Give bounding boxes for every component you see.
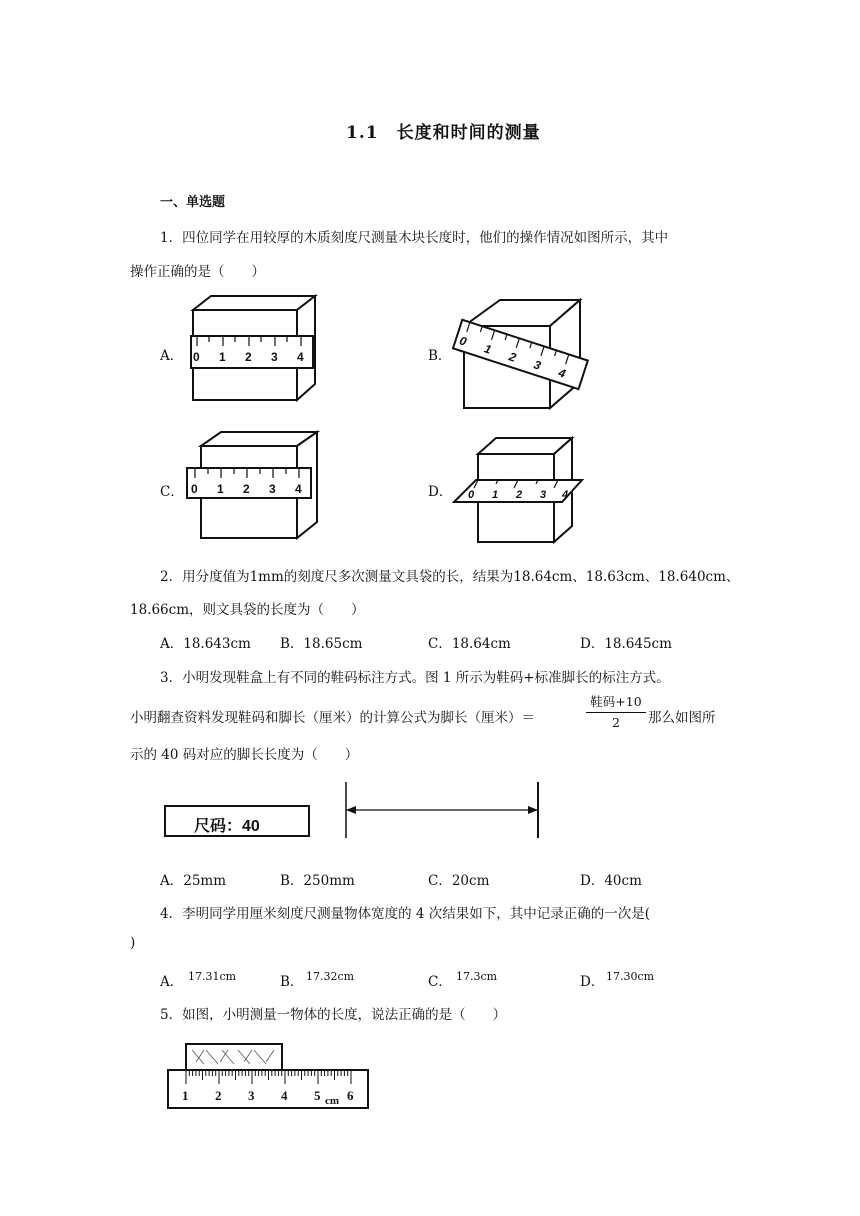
q5-stem-line1: 5．如图，小明测量一物体的长度，说法正确的是（ ） bbox=[160, 1007, 507, 1023]
q1-figure-b bbox=[452, 296, 592, 414]
q1-stem-line1: 1．四位同学在用较厚的木质刻度尺测量木块长度时，他们的操作情况如图所示，其中 bbox=[160, 230, 669, 246]
q3-stem-line2a: 小明翻查资料发现鞋码和脚长（厘米）的计算公式为脚长（厘米）＝ bbox=[130, 710, 535, 726]
q2-option-b[interactable]: B．18.65cm bbox=[280, 636, 363, 652]
ruler-c-tick-4: 4 bbox=[295, 482, 302, 496]
q4-option-c-value[interactable]: 17.3cm bbox=[456, 970, 498, 983]
q1-option-a-label[interactable]: A． bbox=[160, 348, 184, 364]
ruler-b-tick-0: 0 bbox=[457, 333, 469, 349]
ruler-a-tick-3: 3 bbox=[271, 350, 278, 364]
q4-option-a-letter[interactable]: A． bbox=[160, 974, 184, 990]
ruler-b-tick-2: 2 bbox=[507, 349, 518, 365]
ruler-c-tick-2: 2 bbox=[243, 482, 250, 496]
q2-option-c[interactable]: C．18.64cm bbox=[428, 636, 511, 652]
q1-option-d-label[interactable]: D． bbox=[428, 484, 453, 500]
q5-ruler-number-3: 3 bbox=[248, 1088, 255, 1103]
ruler-d-tick-0: 0 bbox=[468, 489, 475, 501]
q2-stem-line1: 2．用分度值为1mm的刻度尺多次测量文具袋的长，结果为18.64cm、18.63cm、18.640cm、 bbox=[160, 569, 740, 585]
q3-option-b[interactable]: B．250mm bbox=[280, 873, 355, 889]
q4-option-b-letter[interactable]: B． bbox=[280, 974, 304, 990]
ruler-c-tick-1: 1 bbox=[217, 482, 224, 496]
q4-option-d-letter[interactable]: D． bbox=[580, 974, 605, 990]
q3-fraction-numerator: 鞋码+10 bbox=[590, 694, 642, 709]
ruler-b-tick-1: 1 bbox=[482, 341, 494, 357]
ruler-a-tick-1: 1 bbox=[219, 350, 226, 364]
q4-option-c-letter[interactable]: C． bbox=[428, 974, 452, 990]
q3-option-a[interactable]: A．25mm bbox=[160, 873, 227, 889]
q1-figure-a bbox=[185, 292, 325, 410]
q2-stem-line2: 18.66cm，则文具袋的长度为（ ） bbox=[130, 602, 365, 618]
ruler-d-tick-3: 3 bbox=[540, 489, 547, 501]
q3-stem-line1: 3．小明发现鞋盒上有不同的鞋码标注方式。图 1 所示为鞋码+标准脚长的标注方式。 bbox=[160, 670, 670, 686]
ruler-a-tick-0: 0 bbox=[193, 350, 200, 364]
q3-fraction-bar bbox=[586, 712, 646, 713]
q1-option-c-label[interactable]: C． bbox=[160, 484, 184, 500]
q5-ruler-number-4: 4 bbox=[281, 1088, 288, 1103]
q3-fraction-denominator: 2 bbox=[612, 715, 620, 730]
ruler-d-tick-4: 4 bbox=[562, 489, 569, 501]
q5-ruler-figure bbox=[166, 1042, 372, 1112]
q4-stem-line2: ) bbox=[130, 935, 136, 951]
q5-ruler-number-2: 2 bbox=[215, 1088, 222, 1103]
q3-fraction bbox=[586, 692, 646, 730]
ruler-a-tick-4: 4 bbox=[297, 350, 304, 364]
ruler-a-tick-2: 2 bbox=[245, 350, 252, 364]
q3-size-label: 尺码：40 bbox=[194, 818, 260, 835]
q2-option-d[interactable]: D．18.645cm bbox=[580, 636, 672, 652]
q2-option-a[interactable]: A．18.643cm bbox=[160, 636, 251, 652]
q3-option-c[interactable]: C．20cm bbox=[428, 873, 490, 889]
q3-stem-line3: 示的 40 码对应的脚长长度为（ ） bbox=[130, 747, 359, 763]
page-title: 1.1 长度和时间的测量 bbox=[346, 123, 541, 143]
section-heading: 一、单选题 bbox=[160, 195, 226, 210]
ruler-d-tick-1: 1 bbox=[492, 489, 499, 501]
ruler-d-tick-2: 2 bbox=[516, 489, 523, 501]
q5-ruler-number-6: 6 bbox=[347, 1088, 354, 1103]
q3-stem-line2b: 那么如图所 bbox=[648, 710, 716, 726]
q1-stem-line2: 操作正确的是（ ） bbox=[130, 264, 265, 280]
q3-size-box bbox=[164, 805, 310, 837]
q3-length-arrow bbox=[340, 780, 544, 840]
q4-option-b-value[interactable]: 17.32cm bbox=[306, 970, 355, 983]
q5-ruler-number-1: 1 bbox=[182, 1088, 189, 1103]
q4-option-a-value[interactable]: 17.31cm bbox=[188, 970, 237, 983]
q4-option-d-value[interactable]: 17.30cm bbox=[606, 970, 655, 983]
q5-ruler-number-5: 5 bbox=[314, 1088, 321, 1103]
q4-stem-line1: 4．李明同学用厘米刻度尺测量物体宽度的 4 次结果如下，其中记录正确的一次是( bbox=[160, 906, 651, 922]
q3-option-d[interactable]: D．40cm bbox=[580, 873, 642, 889]
q1-option-b-label[interactable]: B． bbox=[428, 348, 452, 364]
q1-figure-d bbox=[452, 432, 592, 550]
q1-figure-c bbox=[183, 428, 323, 546]
ruler-b-tick-3: 3 bbox=[531, 357, 543, 373]
q5-ruler-unit: cm bbox=[325, 1095, 340, 1107]
ruler-c-tick-0: 0 bbox=[191, 482, 198, 496]
ruler-b-tick-4: 4 bbox=[556, 365, 568, 381]
ruler-c-tick-3: 3 bbox=[269, 482, 276, 496]
